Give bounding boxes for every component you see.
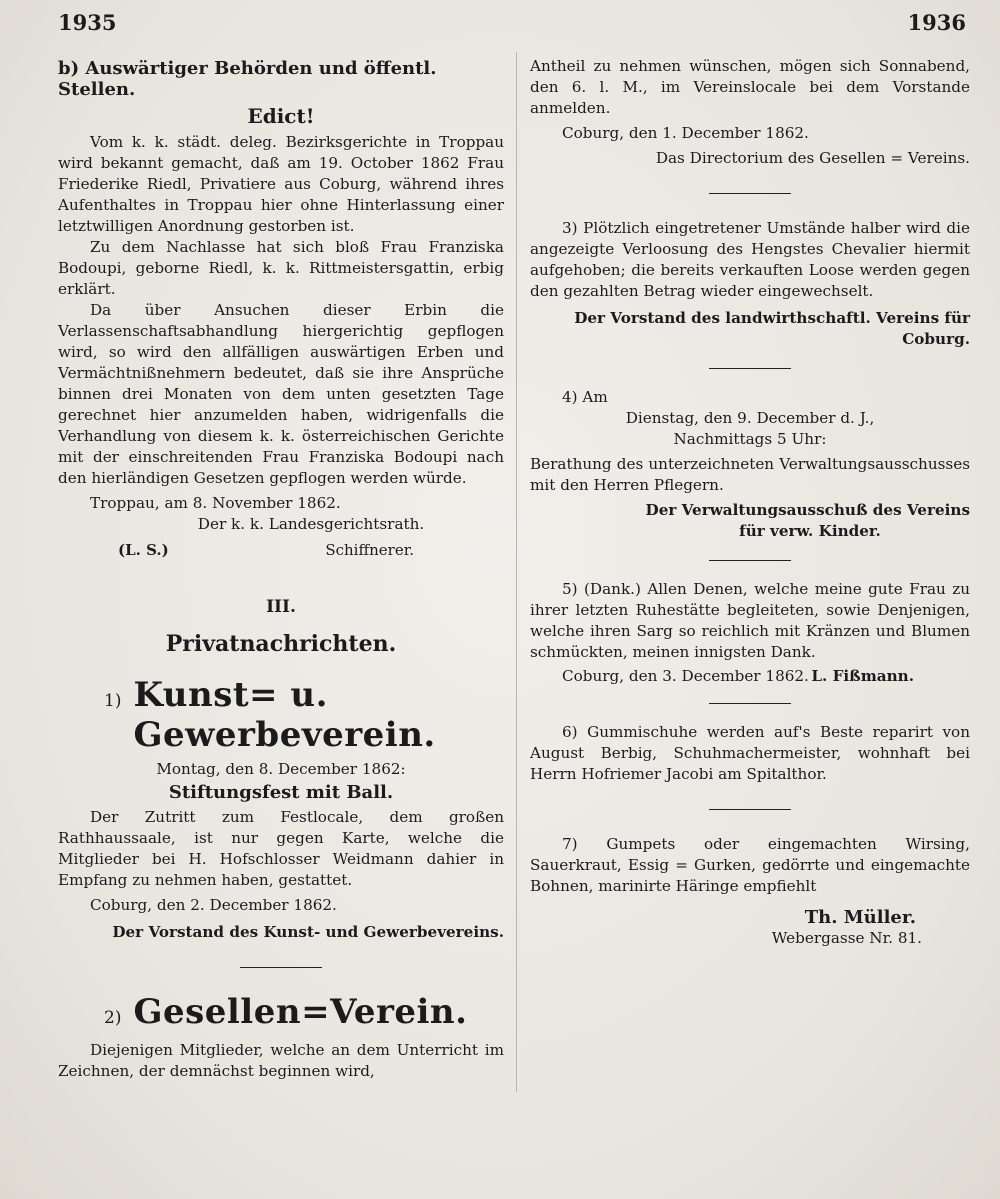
edict-place-date: Troppau, am 8. November 1862. — [90, 494, 341, 512]
item-4-signature-line-1: Der Verwaltungsausschuß des Vereins — [645, 501, 970, 519]
item-6-text: 6) Gummischuhe werden auf's Beste reparirt von August Berbig, Schuhmachermeister, wohnhaft bei Herrn Hofriemer Jacobi am Spitalthor. — [530, 723, 970, 783]
left-column — [58, 56, 504, 1082]
item-1-event: Stiftungsfest mit Ball. — [168, 782, 394, 803]
item-4-signature-line-2: für verw. Kinder. — [739, 522, 881, 540]
item-2-number: 2) — [104, 1008, 122, 1028]
section-roman-numeral: III. — [266, 597, 296, 617]
edict-paragraph-3: Da über Ansuchen dieser Erbin die Verlassenschaftsabhandlung hiergerichtig gepflogen wird, so wird den allfälligen auswärtigen Erben und Vermächtnißnehmern bedeutet, daß sie ihre Ansprüche binnen drei Monaten von dem unten gesetzten Tage gerechnet hier anzumelden haben, widrigenfalls die Verhandlung von diesem k. k. österreichischen Gerichte mit der einschreitenden Frau Franziska Bodoupi nach den hierländigen Gesetzen gepflogen werden würde. — [58, 301, 504, 487]
edict-title: Edict! — [247, 104, 315, 128]
edict-paragraph-2: Zu dem Nachlasse hat sich bloß Frau Franziska Bodoupi, geborne Riedl, k. k. Rittmeistersgattin, erbig erklärt. — [58, 238, 504, 298]
item-1-signature: Der Vorstand des Kunst- und Gewerbevereins. — [112, 923, 504, 941]
item-2-place-date: Coburg, den 1. December 1862. — [562, 124, 809, 142]
page-number-left: 1935 — [58, 10, 117, 35]
item-1-place-date: Coburg, den 2. December 1862. — [90, 896, 337, 914]
separator-rule — [709, 809, 791, 810]
item-2-text: Diejenigen Mitglieder, welche an dem Unterricht im Zeichnen, der demnächst beginnen wird, — [58, 1041, 504, 1080]
separator-rule — [240, 967, 322, 968]
item-1-title: Kunst= u. Gewerbeverein. — [133, 675, 436, 755]
item-2-signature: Das Directorium des Gesellen = Vereins. — [655, 149, 970, 167]
edict-office: Der k. k. Landesgerichtsrath. — [197, 515, 425, 533]
item-2-title: Gesellen=Verein. — [133, 992, 468, 1032]
separator-rule — [709, 703, 791, 704]
section-private-notices: Privatnachrichten. — [165, 631, 397, 657]
item-5-place-date: Coburg, den 3. December 1862. — [562, 667, 809, 685]
item-4-date: Dienstag, den 9. December d. J., — [625, 409, 875, 427]
edict-seal: (L. S.) — [118, 541, 169, 559]
item-5-signature: L. Fißmann. — [811, 667, 914, 685]
page-number-right: 1936 — [907, 10, 966, 35]
item-4-intro: 4) Am — [562, 388, 608, 406]
item-5-text: 5) (Dank.) Allen Denen, welche meine gute Frau zu ihrer letzten Ruhestätte begleiteten, sowie Denjenigen, welche ihren Sarg so reichlich mit Kränzen und Blumen schmückten, meinen innigsten Dank. — [530, 580, 970, 661]
item-7-signature: Th. Müller. — [804, 907, 916, 928]
edict-paragraph-1: Vom k. k. städt. deleg. Bezirksgerichte in Troppau wird bekannt gemacht, daß am 19. October 1862 Frau Friederike Riedl, Privatiere aus Coburg, während ihres Aufenthaltes in Troppau hier ohne Hinterlassung einer letztwilligen Anordnung gestorben ist. — [58, 133, 504, 235]
edict-signatory: Schiffnerer. — [325, 541, 414, 559]
item-2-continuation: Antheil zu nehmen wünschen, mögen sich Sonnabend, den 6. l. M., im Vereinslocale bei dem Vorstande anmelden. — [530, 57, 970, 117]
item-1-number: 1) — [104, 691, 122, 711]
item-3-signature: Der Vorstand des landwirthschaftl. Vereins für Coburg. — [574, 309, 970, 348]
separator-rule — [709, 560, 791, 561]
item-4-text: Berathung des unterzeichneten Verwaltungsausschusses mit den Herren Pflegern. — [530, 455, 970, 494]
column-divider — [516, 52, 517, 1092]
separator-rule — [709, 193, 791, 194]
item-3-text: 3) Plötzlich eingetretener Umstände halber wird die angezeigte Verloosung des Hengstes Chevalier hiermit aufgehoben; die bereits verkauften Loose werden gegen den gezahlten Betrag wieder eingewechselt. — [530, 219, 970, 300]
section-b-heading: b) Auswärtiger Behörden und öffentl. Stellen. — [58, 58, 437, 100]
item-7-text: 7) Gumpets oder eingemachten Wirsing, Sauerkraut, Essig = Gurken, gedörrte und eingemachte Bohnen, marinirte Häringe empfiehlt — [530, 835, 970, 895]
item-1-date: Montag, den 8. December 1862: — [156, 760, 406, 778]
item-4-time: Nachmittags 5 Uhr: — [673, 430, 827, 448]
separator-rule — [709, 368, 791, 369]
item-1-text: Der Zutritt zum Festlocale, dem großen Rathhaussaale, ist nur gegen Karte, welche die Mitglieder bei H. Hofschlosser Weidmann dahier in Empfang zu nehmen haben, gestattet. — [58, 808, 504, 889]
item-7-address: Webergasse Nr. 81. — [771, 929, 922, 947]
right-column — [530, 56, 970, 949]
